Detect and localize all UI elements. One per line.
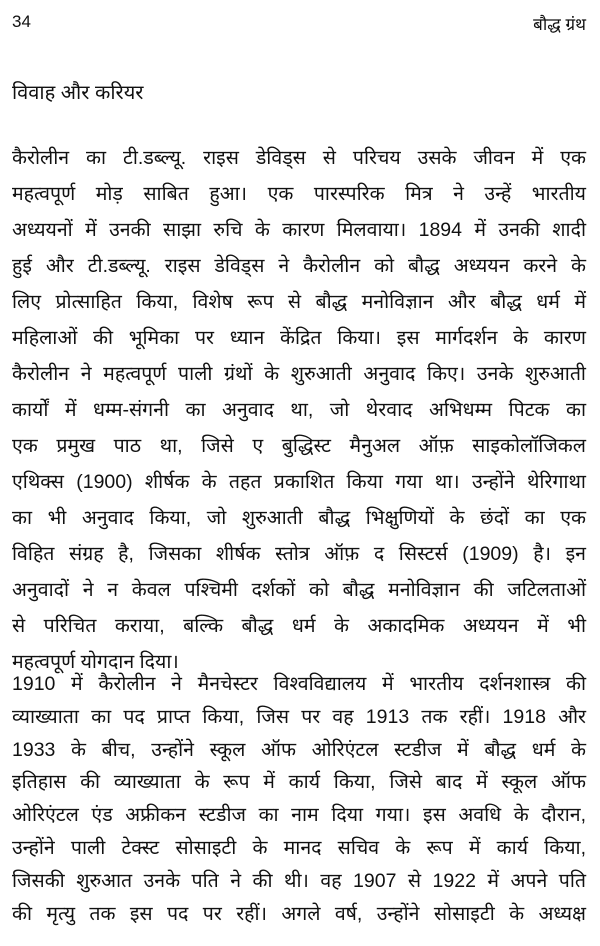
text-line: कैरोलीन का टी.डब्ल्यू. राइस डेविड्स से परिचय उसके जीवन में एक — [12, 147, 586, 169]
text-line: 1910 में कैरोलीन ने मैनचेस्टर विश्वविद्यालय में भारतीय दर्शनशास्त्र की — [12, 673, 586, 695]
text-line: कार्यों में धम्म-संगनी का अनुवाद था, जो थेरवाद अभिधम्म पिटक का — [12, 399, 586, 421]
running-title: बौद्ध ग्रंथ — [533, 15, 586, 34]
text-line: उन्होंने पाली टेक्स्ट सोसाइटी के मानद सचिव के रूप में कार्य किया, — [12, 836, 586, 859]
text-line: अनुवादों ने न केवल पश्चिमी दर्शकों को बौद्ध मनोविज्ञान की जटिलताओं — [12, 579, 586, 601]
text-line: एथिक्स (1900) शीर्षक के तहत प्रकाशित किया गया था। उन्होंने थेरिगाथा — [12, 471, 586, 493]
page-number: 34 — [12, 12, 31, 31]
paragraph-2 — [12, 668, 586, 930]
section-heading: विवाह और करियर — [12, 82, 144, 104]
text-line: एक प्रमुख पाठ था, जिसे ए बुद्धिस्ट मैनुअल ऑफ़ साइकोलॉजिकल — [12, 435, 586, 457]
paragraph-1 — [12, 140, 586, 680]
text-line: कैरोलीन ने महत्वपूर्ण पाली ग्रंथों के शुरुआती अनुवाद किए। उनके शुरुआती — [12, 363, 586, 385]
text-line: विहित संग्रह है, जिसका शीर्षक स्तोत्र ऑफ़ द सिस्टर्स (1909) है। इन — [12, 543, 586, 565]
text-line: महिलाओं की भूमिका पर ध्यान केंद्रित किया। इस मार्गदर्शन के कारण — [12, 327, 586, 349]
text-line: जिसकी शुरुआत उनके पति ने की थी। वह 1907 से 1922 में अपने पति — [12, 869, 586, 892]
text-line: 1933 के बीच, उन्होंने स्कूल ऑफ ओरिएंटल स्टडीज में बौद्ध धर्म के — [12, 738, 586, 761]
text-line: की मृत्यु तक इस पद पर रहीं। अगले वर्ष, उन्होंने सोसाइटी के अध्यक्ष — [12, 902, 586, 925]
text-line: महत्वपूर्ण मोड़ साबित हुआ। एक पारस्परिक मित्र ने उन्हें भारतीय — [12, 183, 586, 205]
text-line: अध्ययनों में उनकी साझा रुचि के कारण मिलवाया। 1894 में उनकी शादी — [12, 219, 586, 241]
text-line: इतिहास की व्याख्याता के रूप में कार्य किया, जिसे बाद में स्कूल ऑफ — [12, 771, 586, 794]
text-line: हुई और टी.डब्ल्यू. राइस डेविड्स ने कैरोलीन को बौद्ध अध्ययन करने के — [12, 255, 586, 277]
text-line: से परिचित कराया, बल्कि बौद्ध धर्म के अकादमिक अध्ययन में भी — [12, 615, 586, 637]
text-line: का भी अनुवाद किया, जो शुरुआती बौद्ध भिक्षुणियों के छंदों का एक — [12, 507, 586, 529]
text-line: व्याख्याता का पद प्राप्त किया, जिस पर वह 1913 तक रहीं। 1918 और — [12, 705, 586, 728]
text-line: लिए प्रोत्साहित किया, विशेष रूप से बौद्ध मनोविज्ञान और बौद्ध धर्म में — [12, 291, 586, 313]
text-line: ओरिएंटल एंड अफ्रीकन स्टडीज का नाम दिया गया। इस अवधि के दौरान, — [12, 804, 586, 827]
text-line: महत्वपूर्ण योगदान दिया। — [12, 651, 179, 673]
